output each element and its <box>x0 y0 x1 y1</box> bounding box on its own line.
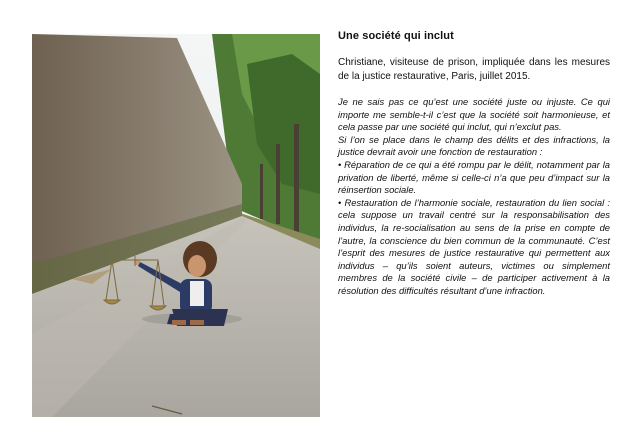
quote-block <box>338 96 610 298</box>
quote-paragraph: Je ne sais pas ce qu’est une société juste ou injuste. Ce qui importe me semble-t-il c’est que la société soit harmonieuse, et cela passe par une société qui inclut, qui n’exclut pas. <box>338 96 610 133</box>
document-title: Une société qui inclut <box>338 30 454 42</box>
photo-prison-wall <box>32 34 320 417</box>
quote-paragraph: • Restauration de l’harmonie sociale, restauration du lien social : cela suppose un travail centré sur la responsabilisation des individus, la re-socialisation au sens de la prise en compte de l’autre, la conscience du bien commun de la communauté. C’est l’esprit des mesures de justice restaurative qui permettent aux individus – qu’ils soient auteurs, victimes ou simplement membres de la société civile – de participer activement à la résolution des difficultés résultant d’une infraction. <box>338 196 610 296</box>
photo-caption: Christiane, visiteuse de prison, impliquée dans les mesures de la justice restaurative, Paris, juillet 2015. <box>338 57 610 82</box>
text-column <box>338 30 610 298</box>
quote-paragraph: Si l’on se place dans le champ des délits et des infractions, la justice devrait avoir une fonction de restauration : <box>338 133 610 158</box>
quote-paragraph: • Réparation de ce qui a été rompu par le délit, notamment par la privation de liberté, même si celle-ci n’a que peu d’impact sur la réinsertion sociale. <box>338 158 610 196</box>
